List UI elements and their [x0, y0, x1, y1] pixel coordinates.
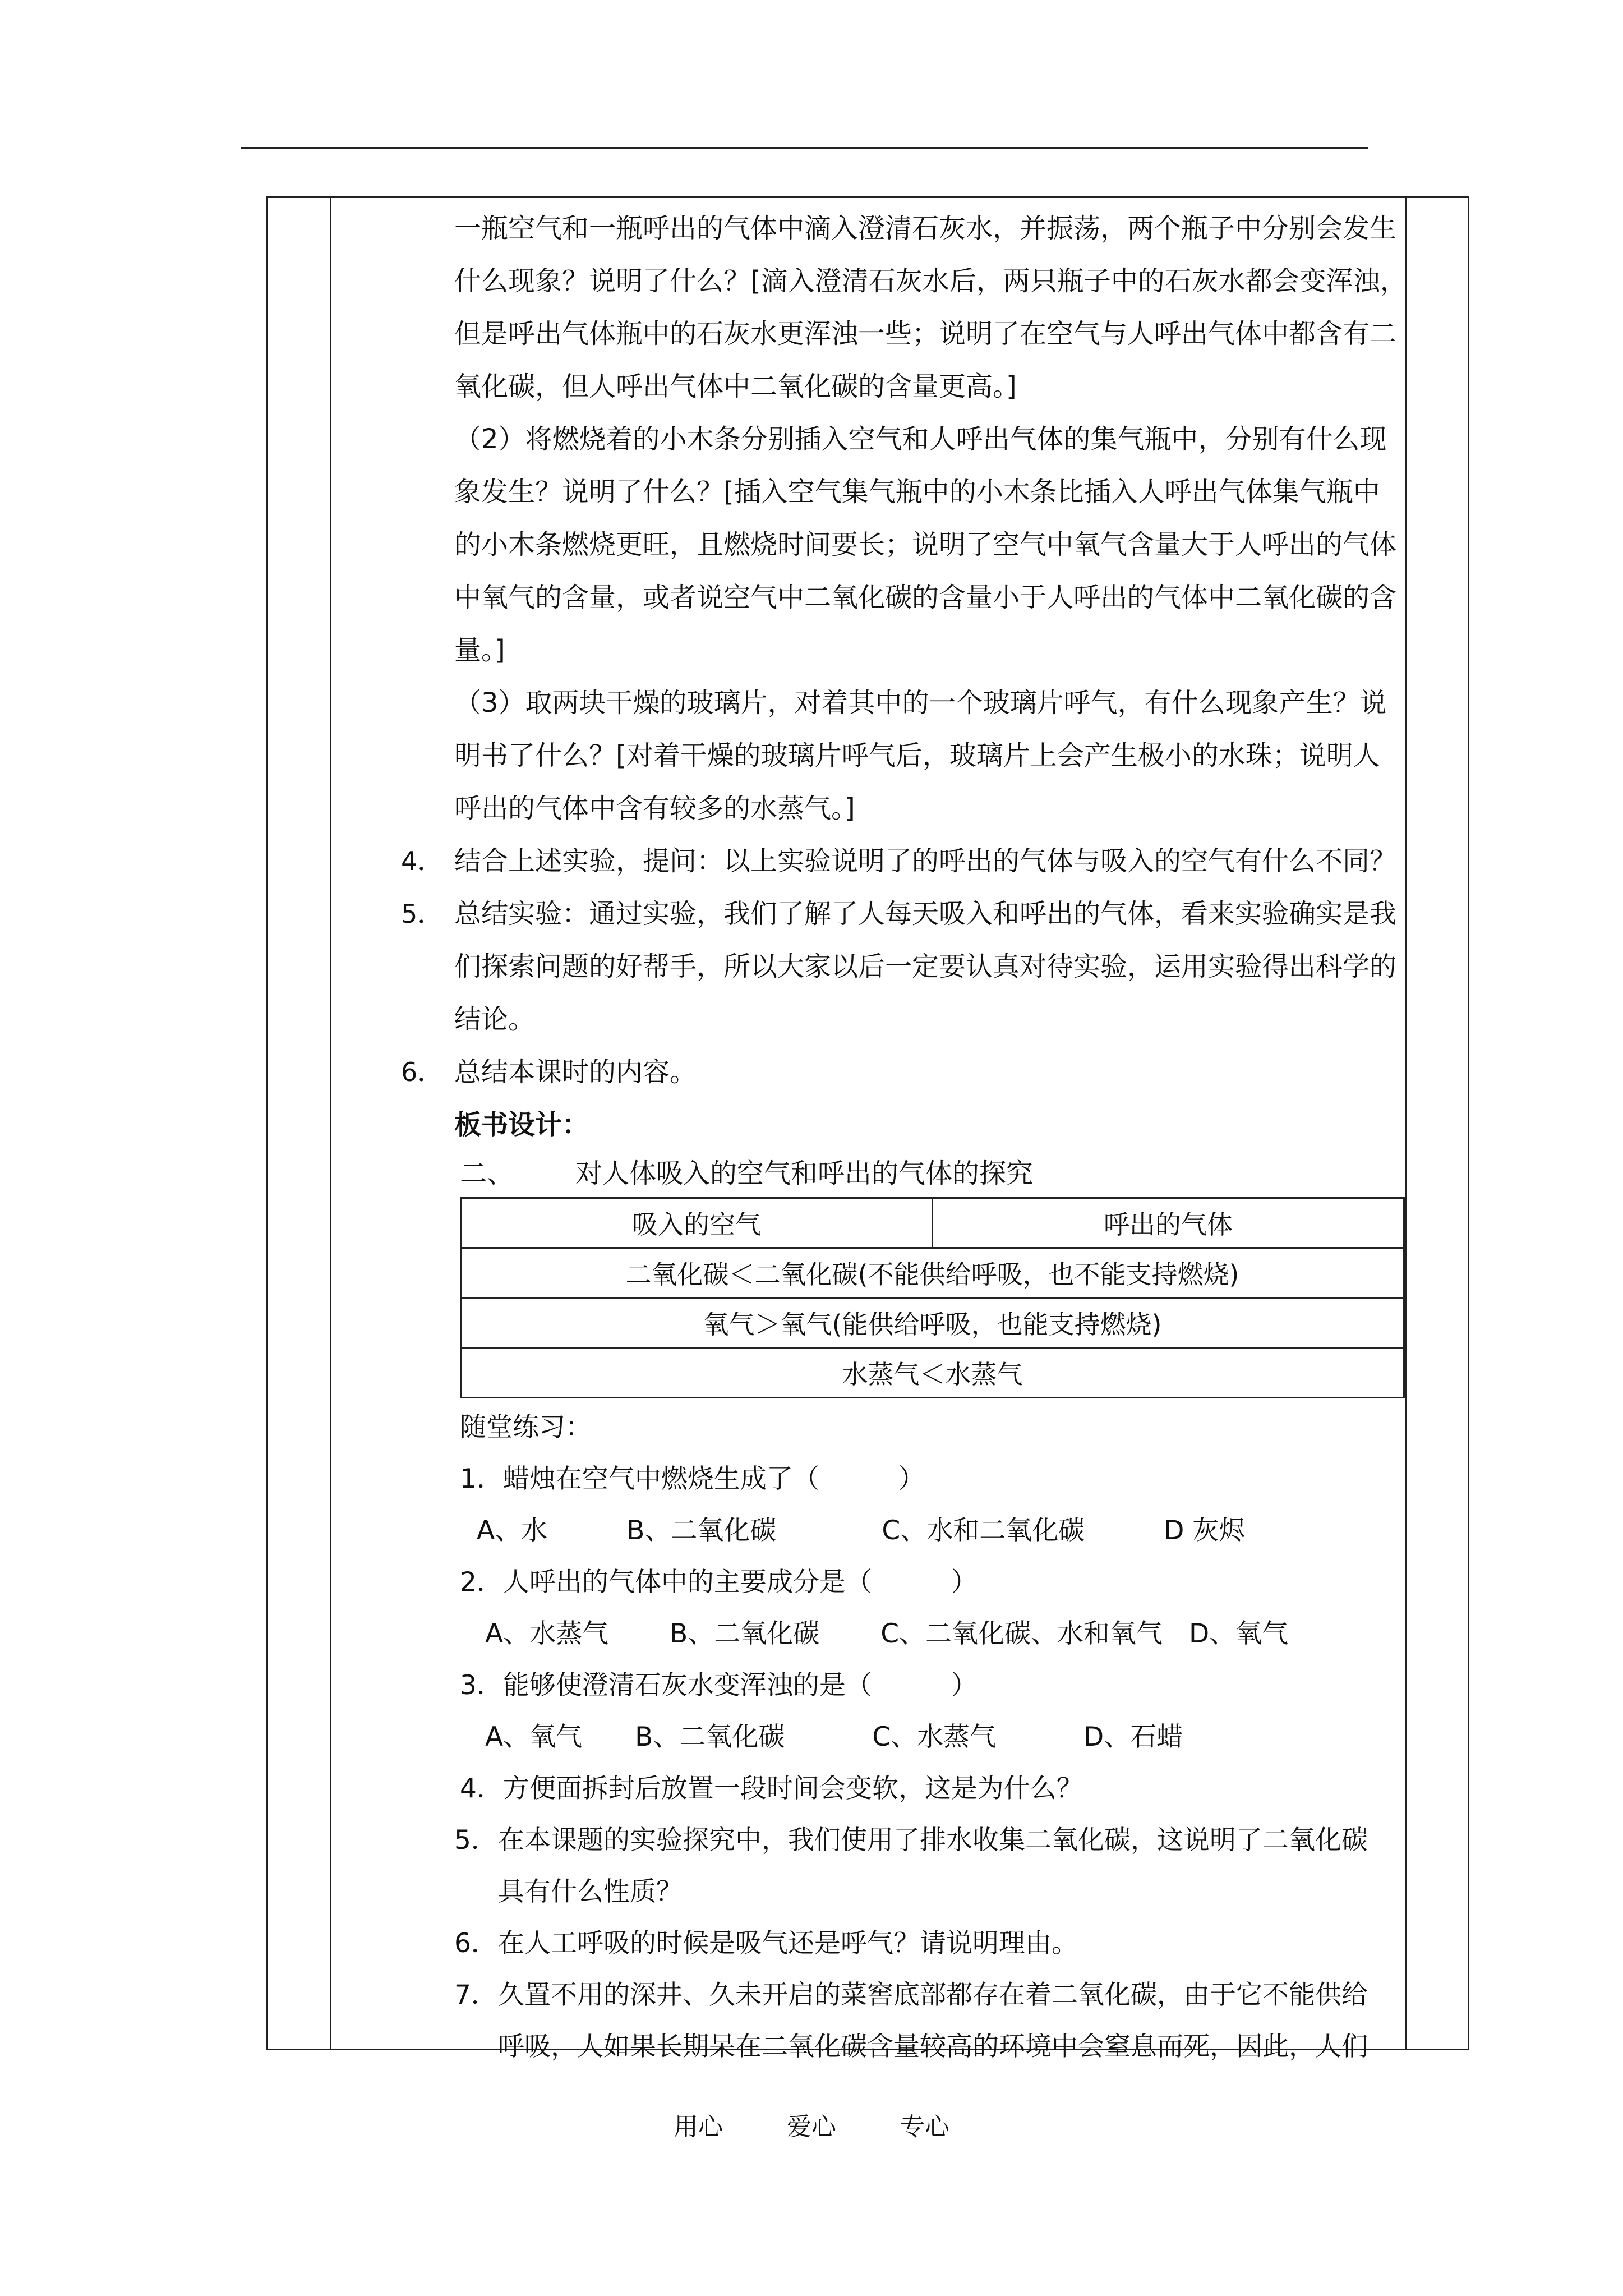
continued-text-line: 什么现象？说明了什么？[滴入澄清石灰水后，两只瓶子中的石灰水都会变浑浊， [454, 265, 1407, 297]
step-line: 总结实验：通过实验，我们了解了人每天吸入和呼出的气体，看来实验确实是我 [454, 898, 1397, 930]
question-3: 3．能够使澄清石灰水变浑浊的是（ ） [460, 1670, 978, 1701]
question-number: 5． [454, 1825, 497, 1856]
question-line: 在本课题的实验探究中，我们使用了排水收集二氧化碳，这说明了二氧化碳 [498, 1825, 1368, 1856]
step-4 [401, 835, 1444, 887]
experiment-2-line: 量。] [454, 634, 505, 666]
question-5 [454, 1815, 1444, 1918]
step-number: 4． [401, 846, 444, 876]
board-col-exhaled: 呼出的气体 [933, 1198, 1404, 1248]
lesson-content [401, 202, 1444, 2073]
question-number: 7． [454, 1980, 497, 2010]
experiment-2-line: （2）将燃烧着的小木条分别插入空气和人呼出气体的集气瓶中，分别有什么现 [454, 424, 1387, 455]
header-rule [241, 147, 1368, 149]
continued-text-line: 但是呼出气体瓶中的石灰水更浑浊一些；说明了在空气与人呼出气体中都含有二 [454, 318, 1397, 349]
board-table-row [461, 1348, 1404, 1398]
question-1: 1．蜡烛在空气中燃烧生成了（ ） [460, 1464, 925, 1494]
question-line: 呼吸，人如果长期呆在二氧化碳含量较高的环境中会窒息而死，因此，人们 [498, 2031, 1368, 2062]
footer-word: 爱心 [787, 2113, 836, 2141]
step-line: 们探索问题的好帮手，所以大家以后一定要认真对待实验，运用实验得出科学的 [454, 951, 1397, 982]
question-2-options: A、水蒸气 B、二氧化碳 C、二氧化碳、水和氧气 D、氧气 [477, 1618, 1289, 1649]
experiment-2-line: 象发生？说明了什么？[插入空气集气瓶中的小木条比插入人呼出气体集气瓶中 [454, 476, 1380, 508]
continued-text-line: 氧化碳，但人呼出气体中二氧化碳的含量更高。] [454, 371, 1017, 402]
board-design-heading: 板书设计： [454, 1109, 589, 1140]
page-footer [0, 2106, 1623, 2142]
continued-text-line: 一瓶空气和一瓶呼出的气体中滴入澄清石灰水，并振荡，两个瓶子中分别会发生 [454, 213, 1397, 244]
step-number: 6． [401, 1057, 444, 1087]
question-1-options: A、水 B、二氧化碳 C、水和二氧化碳 D 灰烬 [477, 1515, 1246, 1546]
experiment-2-line: 中氧气的含量，或者说空气中二氧化碳的含量小于人呼出的气体中二氧化碳的含 [454, 582, 1397, 613]
experiment-3-line: 明书了什么？[对着干燥的玻璃片呼气后，玻璃片上会产生极小的水珠；说明人 [454, 740, 1380, 771]
column-divider-left [330, 198, 331, 2049]
question-3-options: A、氧气 B、二氧化碳 C、水蒸气 D、石蜡 [477, 1722, 1183, 1752]
question-line: 具有什么性质？ [498, 1876, 683, 1907]
experiment-3-line: （3）取两块干燥的玻璃片，对着其中的一个玻璃片呼气，有什么现象产生？说 [454, 687, 1387, 719]
footer-word: 用心 [674, 2113, 723, 2141]
board-table-row [461, 1298, 1404, 1348]
question-line: 在人工呼吸的时候是吸气还是呼气？请说明理由。 [498, 1928, 1078, 1959]
board-table-header-row [461, 1198, 1404, 1248]
board-title-text: 对人体吸入的空气和呼出的气体的探究 [575, 1158, 1034, 1189]
exercise-heading: 随堂练习： [460, 1412, 592, 1443]
question-6 [454, 1918, 1444, 1970]
board-row-co2: 二氧化碳＜二氧化碳(不能供给呼吸，也不能支持燃烧) [461, 1248, 1404, 1298]
board-title-number: 二、 [460, 1158, 514, 1189]
exercise-section [454, 1402, 1444, 2073]
board-title [454, 1151, 1444, 1196]
experiment-3-line: 呼出的气体中含有较多的水蒸气。] [454, 793, 855, 824]
question-number: 6． [454, 1928, 497, 1959]
board-row-o2: 氧气＞氧气(能供给呼吸，也能支持燃烧) [461, 1298, 1404, 1348]
board-col-inhaled: 吸入的空气 [461, 1198, 933, 1248]
board-table-row [461, 1248, 1404, 1298]
question-line: 久置不用的深井、久未开启的菜窖底部都存在着二氧化碳，由于它不能供给 [498, 1980, 1368, 2010]
step-6 [401, 1046, 1444, 1098]
question-7 [454, 1970, 1444, 2073]
step-line: 结论。 [454, 1004, 536, 1035]
step-number: 5． [401, 899, 444, 929]
experiment-2-line: 的小木条燃烧更旺，且燃烧时间要长；说明了空气中氧气含量大于人呼出的气体 [454, 529, 1397, 560]
step-line: 总结本课时的内容。 [454, 1056, 697, 1088]
step-line: 结合上述实验，提问：以上实验说明了的呼出的气体与吸入的空气有什么不同？ [454, 845, 1397, 877]
step-5 [401, 887, 1444, 1046]
board-table [460, 1197, 1405, 1398]
board-row-vapor: 水蒸气＜水蒸气 [461, 1348, 1404, 1398]
question-4: 4．方便面拆封后放置一段时间会变软，这是为什么？ [460, 1773, 1083, 1804]
footer-word: 专心 [900, 2113, 949, 2141]
question-2: 2．人呼出的气体中的主要成分是（ ） [460, 1567, 978, 1598]
